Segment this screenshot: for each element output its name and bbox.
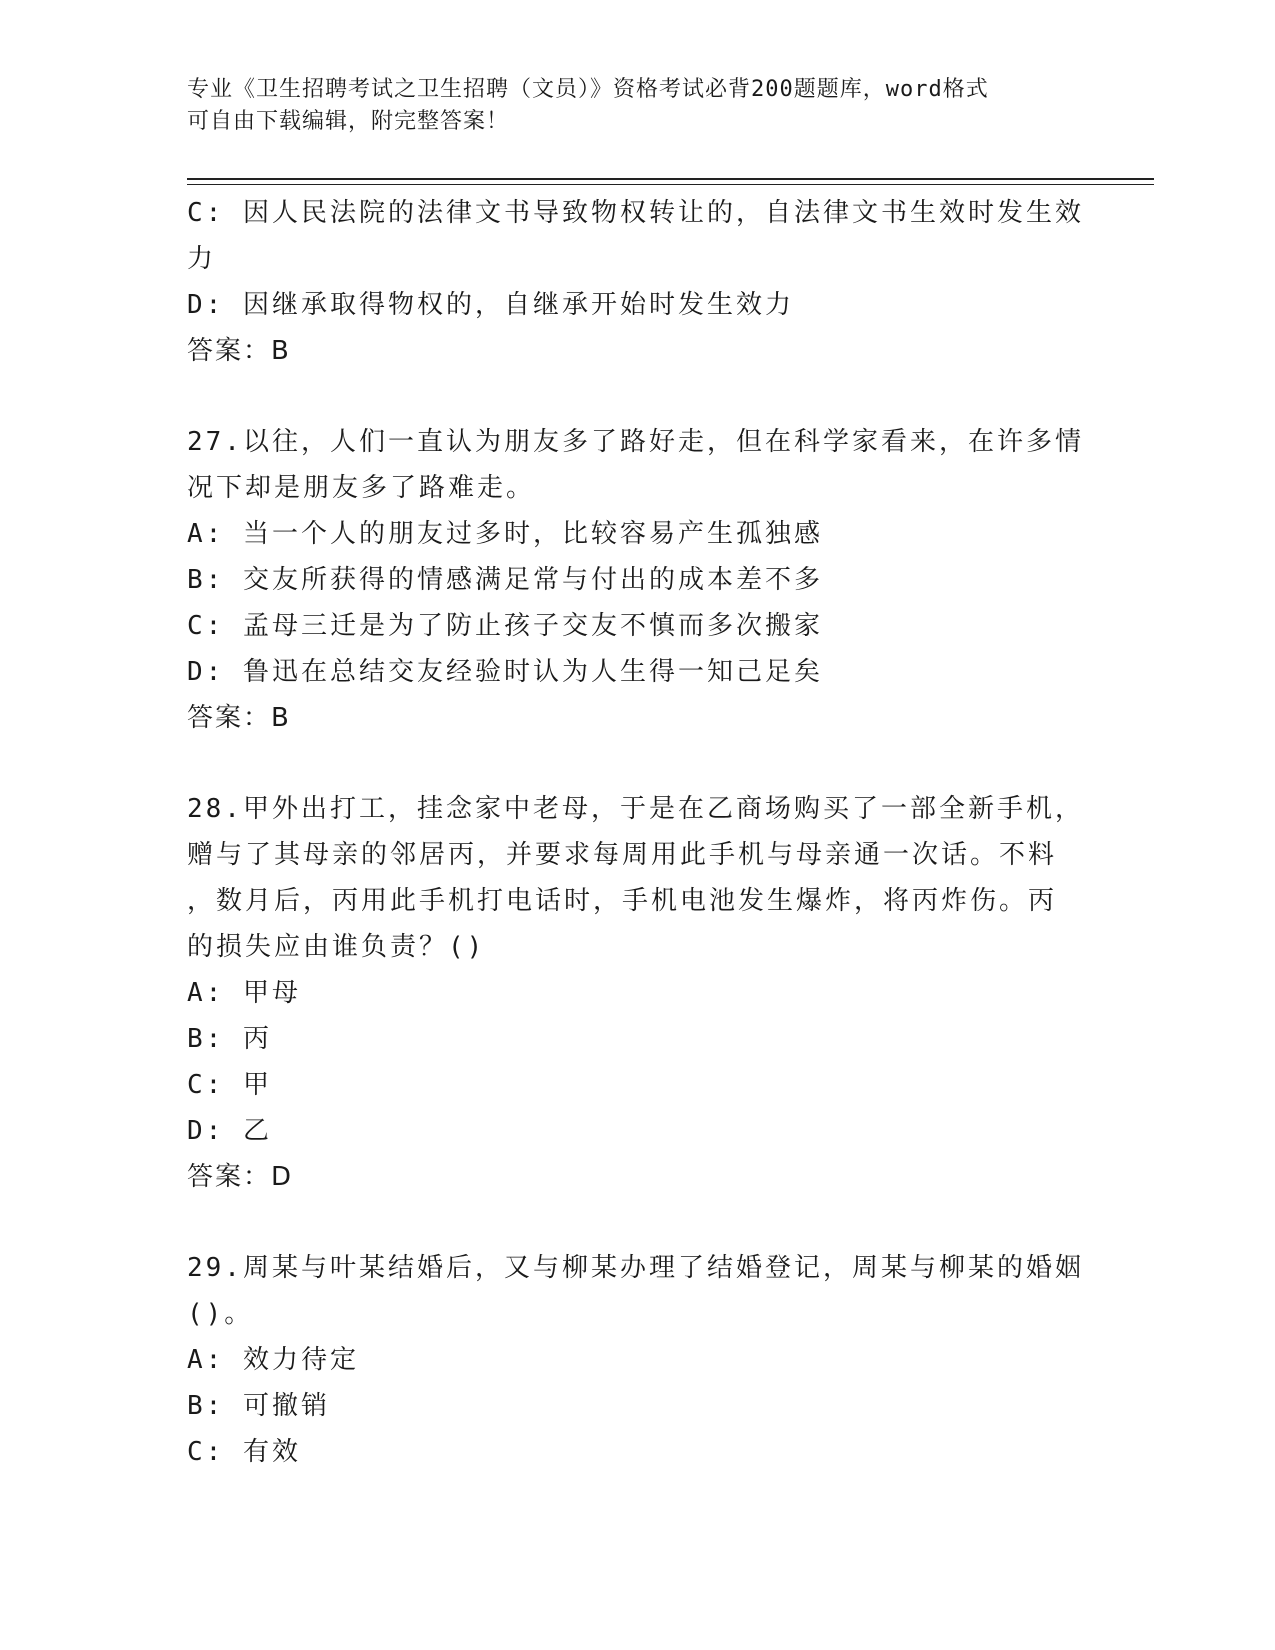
option-c-line-2: 力 <box>187 244 217 274</box>
question-28 <box>187 786 1087 1200</box>
option-b: B: 可撤销 <box>187 1391 330 1421</box>
header-line-2: 可自由下载编辑，附完整答案！ <box>187 109 510 134</box>
option-c-line-1: C: 因人民法院的法律文书导致物权转让的，自法律文书生效时发生效 <box>187 198 1084 228</box>
header-rule-thin <box>187 184 1154 185</box>
option-d: D: 因继承取得物权的，自继承开始时发生效力 <box>187 290 794 320</box>
option-d: D: 鲁迅在总结交友经验时认为人生得一知己足矣 <box>187 657 823 687</box>
question-stem-line-4: 的损失应由谁负责？() <box>187 932 486 962</box>
question-stem-line-2: 赠与了其母亲的邻居丙，并要求每周用此手机与母亲通一次话。不料 <box>187 840 1058 870</box>
option-a: A: 当一个人的朋友过多时，比较容易产生孤独感 <box>187 519 823 549</box>
option-a: A: 甲母 <box>187 978 301 1008</box>
question-26-tail <box>187 190 1087 374</box>
option-c: C: 有效 <box>187 1437 301 1467</box>
option-b: B: 交友所获得的情感满足常与付出的成本差不多 <box>187 565 823 595</box>
question-list <box>187 190 1087 1475</box>
option-c: C: 甲 <box>187 1070 272 1100</box>
question-stem-line-2: ()。 <box>187 1299 254 1329</box>
answer: 答案：B <box>187 703 291 733</box>
option-a: A: 效力待定 <box>187 1345 359 1375</box>
header-line-1: 专业《卫生招聘考试之卫生招聘（文员）》资格考试必背200题题库，word格式 <box>187 77 989 102</box>
document-header <box>187 74 1067 138</box>
option-c: C: 孟母三迁是为了防止孩子交友不慎而多次搬家 <box>187 611 823 641</box>
question-stem-line-2: 况下却是朋友多了路难走。 <box>187 473 536 503</box>
question-27 <box>187 419 1087 741</box>
question-29 <box>187 1245 1087 1475</box>
question-stem-line-1: 28.甲外出打工，挂念家中老母，于是在乙商场购买了一部全新手机， <box>187 794 1084 824</box>
header-rule-thick <box>187 178 1154 180</box>
option-d: D: 乙 <box>187 1116 272 1146</box>
question-stem-line-1: 29.周某与叶某结婚后，又与柳某办理了结婚登记，周某与柳某的婚姻 <box>187 1253 1084 1283</box>
question-stem-line-3: ，数月后，丙用此手机打电话时，手机电池发生爆炸，将丙炸伤。丙 <box>187 886 1058 916</box>
answer: 答案：B <box>187 336 291 366</box>
question-stem-line-1: 27.以往，人们一直认为朋友多了路好走，但在科学家看来，在许多情 <box>187 427 1084 457</box>
answer: 答案：D <box>187 1162 294 1192</box>
option-b: B: 丙 <box>187 1024 272 1054</box>
